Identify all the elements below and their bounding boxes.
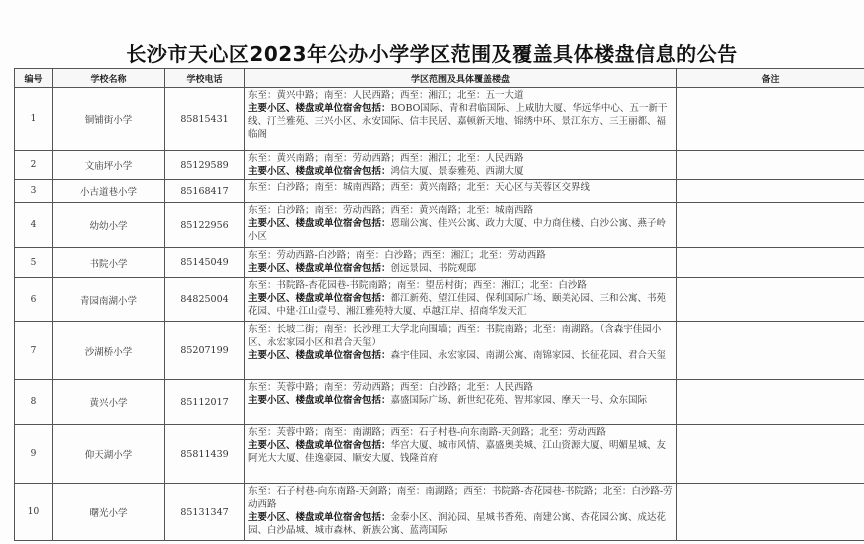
table-row	[15, 425, 864, 484]
estates-list: 鸿信大厦、景泰雅苑、西湖大厦	[390, 166, 524, 177]
school-phone: 85112017	[165, 380, 245, 425]
boundary-text: 东至：白沙路；南至：城南西路；西至：黄兴南路；北至：天心区与芙蓉区交界线	[248, 182, 591, 193]
row-number: 9	[15, 425, 53, 484]
school-name: 铜铺街小学	[53, 88, 165, 151]
district-scope	[245, 278, 677, 322]
estates-label: 主要小区、楼盘或单位宿舍包括：	[248, 350, 391, 361]
boundary-text: 东至：石子村巷-向东南路-天剑路；南至：南湖路；西至：书院路-杏花园巷-书院路；北至：白沙路-劳动西路	[248, 486, 673, 510]
table-row	[15, 88, 864, 151]
header-number: 编号	[15, 69, 53, 88]
school-phone: 85168417	[165, 180, 245, 203]
header-notes: 备注	[677, 69, 864, 88]
notes-cell	[677, 151, 864, 180]
estates-label: 主要小区、楼盘或单位宿舍包括：	[248, 512, 391, 523]
school-name: 文庙坪小学	[53, 151, 165, 180]
district-scope	[245, 322, 677, 380]
district-scope	[245, 151, 677, 180]
school-name: 仰天湖小学	[53, 425, 165, 484]
estates-list: 创远景园、书院观邸	[390, 263, 477, 274]
school-phone: 85811439	[165, 425, 245, 484]
boundary-text: 东至：芙蓉中路；南至：劳动西路；西至：白沙路；北至：人民西路	[248, 382, 534, 393]
district-scope	[245, 180, 677, 203]
district-scope	[245, 380, 677, 425]
school-district-table	[14, 68, 864, 541]
school-phone: 85129589	[165, 151, 245, 180]
school-phone: 85207199	[165, 322, 245, 380]
estates-list: 华宫大厦、城市风情、嘉盛奥美城、江山资源大厦、明媚星城、友阿光大大厦、佳逸豪园、顺安大厦、钱隆首府	[248, 440, 667, 464]
estates-list: 都江新苑、望江佳园、保利国际广场、颐美沁园、三和公寓、书苑花园、中建·江山壹号、湘江雅苑特大厦、卓越江岸、招商华发天汇	[248, 293, 667, 317]
row-number: 2	[15, 151, 53, 180]
page-title: 长沙市天心区2023年公办小学学区范围及覆盖具体楼盘信息的公告	[126, 42, 738, 66]
boundary-text: 东至：白沙路；南至：劳动西路；西至：黄兴南路；北至：城南西路	[248, 205, 534, 216]
notes-cell	[677, 322, 864, 380]
notes-cell	[677, 248, 864, 278]
district-scope	[245, 484, 677, 541]
school-name: 青园南湖小学	[53, 278, 165, 322]
row-number: 4	[15, 203, 53, 248]
estates-list: 森宇佳园、永宏家园、南湖公寓、南锦家园、长征花园、君合天玺	[390, 350, 667, 361]
district-scope	[245, 425, 677, 484]
boundary-text: 东至：长坡二街；南至：长沙理工大学北向围墙；西至：书院南路；北至：南湖路。（含森宇佳园小区、永宏家园小区和君合天玺）	[248, 324, 662, 348]
school-phone: 84825004	[165, 278, 245, 322]
header-school-phone: 学校电话	[165, 69, 245, 88]
table-row	[15, 380, 864, 425]
row-number: 10	[15, 484, 53, 541]
table-row	[15, 248, 864, 278]
district-scope	[245, 88, 677, 151]
district-scope	[245, 203, 677, 248]
notes-cell	[677, 203, 864, 248]
table-header-row	[15, 69, 864, 88]
estates-list: 恩瑞公寓、佳兴公寓、政力大厦、中力商住楼、白沙公寓、燕子岭小区	[248, 218, 667, 242]
header-school-name: 学校名称	[53, 69, 165, 88]
estates-label: 主要小区、楼盘或单位宿舍包括：	[248, 395, 391, 406]
estates-label: 主要小区、楼盘或单位宿舍包括：	[248, 263, 391, 274]
boundary-text: 东至：书院路-杏花园巷-书院南路；南至：望岳村街；西至：湘江；北至：白沙路	[248, 280, 587, 291]
boundary-text: 东至：劳动西路-白沙路；南至：白沙路；西至：湘江；北至：劳动西路	[248, 250, 546, 261]
table-row	[15, 203, 864, 248]
district-scope	[245, 248, 677, 278]
table-row	[15, 322, 864, 380]
estates-label: 主要小区、楼盘或单位宿舍包括：	[248, 293, 391, 304]
notes-cell	[677, 380, 864, 425]
boundary-text: 东至：黄兴中路；南至：人民西路；西至：湘江；北至：五一大道	[248, 90, 524, 101]
notes-cell	[677, 180, 864, 203]
school-name: 黄兴小学	[53, 380, 165, 425]
boundary-text: 东至：芙蓉中路；南至：南湖路；西至：石子村巷-向东南路-天剑路；北至：劳动西路	[248, 427, 606, 438]
row-number: 5	[15, 248, 53, 278]
estates-label: 主要小区、楼盘或单位宿舍包括：	[248, 103, 391, 114]
notes-cell	[677, 88, 864, 151]
school-name: 沙湖桥小学	[53, 322, 165, 380]
boundary-text: 东至：黄兴南路；南至：劳动西路；西至：湘江；北至：人民西路	[248, 153, 524, 164]
notes-cell	[677, 425, 864, 484]
table-row	[15, 180, 864, 203]
school-name: 书院小学	[53, 248, 165, 278]
school-phone: 85122956	[165, 203, 245, 248]
school-name: 小古道巷小学	[53, 180, 165, 203]
school-phone: 85131347	[165, 484, 245, 541]
header-district-scope: 学区范围及具体覆盖楼盘	[245, 69, 677, 88]
table-row	[15, 278, 864, 322]
notes-cell	[677, 278, 864, 322]
row-number: 1	[15, 88, 53, 151]
row-number: 8	[15, 380, 53, 425]
estates-label: 主要小区、楼盘或单位宿舍包括：	[248, 166, 391, 177]
estates-label: 主要小区、楼盘或单位宿舍包括：	[248, 218, 391, 229]
school-name: 幼幼小学	[53, 203, 165, 248]
notes-cell	[677, 484, 864, 541]
estates-list: BOBO国际、青和君临国际、上咸肋大厦、华远华中心、五一新干线、汀兰雅苑、三兴小区、永安国际、信丰民居、嘉顿新天地、锦绣中环、景江东方、三王丽都、福临阁	[248, 103, 668, 140]
estates-list: 嘉盛国际广场、新世纪花苑、智邦家园、摩天一号、众东国际	[390, 395, 648, 406]
school-phone: 85145049	[165, 248, 245, 278]
table-row	[15, 484, 864, 541]
row-number: 7	[15, 322, 53, 380]
school-phone: 85815431	[165, 88, 245, 151]
row-number: 3	[15, 180, 53, 203]
school-name: 曙光小学	[53, 484, 165, 541]
table-row	[15, 151, 864, 180]
estates-list: 金泰小区、润沁园、星城书香苑、南建公寓、杏花园公寓、成达花园、白沙晶城、城市森林、新族公寓、蓝湾国际	[248, 512, 667, 536]
estates-label: 主要小区、楼盘或单位宿舍包括：	[248, 440, 391, 451]
row-number: 6	[15, 278, 53, 322]
